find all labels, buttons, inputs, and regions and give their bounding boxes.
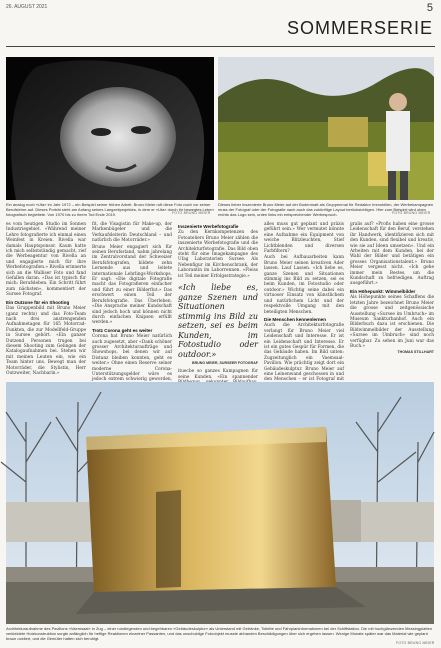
portrait-image [6,57,214,200]
header-rule [6,46,435,47]
paragraph: Das Gruppenbild mit Bruno Meier (ganz rechts) und das Foto-Team nach drei anstrengenden Aufnahmetagen für 165 Motorrad-Funkten, die zur Modellfeld-Gruppe in Sursee gehört. «Ein ganzer Dutzend Personen trugen bei diesem Shooting zum Gelingen der Katalogaufnahmen bei. Stehen wir mit meinen Leuten ein, wie ein Team hinter uns. Bewegt man der Motorräder, die Stylistin, Herr Outzweiter, Nachbarin.» [6,306,86,376]
photographer-photo [218,57,434,200]
paragraph: Corona hat Bruno Meier natürlich auch zugesetzt, aber «Dank schöner grosser Architekturaufträge und Showshops, bei denen wir auf Distanz bleiben konnten, geht es weiter.» Ohne einen Reserve seiner moderne Corona-Unterstützungsgelder wäre es jedoch extrem schwierig geworden, [92,334,172,383]
paragraph: fit, die Visagistin für Make-up, der Markenbügeler und die Verkaufsleiterin Deutschland – und natürlich die Motorräder.» [92,222,172,244]
text-column-2 [92,222,172,383]
paragraph: gralis auf? «Profis haben eine grosse Leidenschaft für den Beruf, verstehen ihr Handwerk, identifizieren sich mit den Kunden, sind flexibel und kreativ, wie sie auf Ideen umsetzen». Und ein Arbeiten mit dem Kunden, bei der Wahl der Bilder und betätigen ein grosses Organisationstalent.» Bruno Meier vergesst nicht. «Ich gehe immer mein Bestes, um die Kundschaft zu befriedigen. Auftrag ausgeführt.» [350,222,434,287]
subheading: Inszenierte Werbefotografie [178,224,239,229]
paragraph: es vom heutigen Studio im Sonnen Industriegebiet. «Während meiner Lehre fotografierte ich einmal einen Weinfest in Kreien. Rivella war damals Hauptsponsor. Kaum hatte ich mich selbstständig gemacht, rief die Werbeagentur von Rivella an und engagierte mich für ihre Werbefotografien.» Rivella erinnerte sich an die Walliser Foto und fand Gefallen daran. «Das ist typisch für mich: Berufsleben. Ein Schritt führt zum nächsten», kommentiert der Sursee Fotograf. [6,222,86,298]
subheading: Ein Outzone für ein Shooting [6,299,70,305]
photographer-caption: Dieses lieber inszenierte Bruno Meier auf der Bodenmatt als Gruppenmal für Redaktor Immobilien, der Werbekampagnen muss der Fotograf oder der Fotografie nach auch das zukünftige Layout berücksichtigen. Hier zum Beispiel wird oben rechts das Logo sein, unten links ein entsprechender Werbespruch. [218,202,434,217]
issue-date: 26. AUGUST 2021 [6,4,48,10]
paragraph: Auch bei Aufbauarbeiten kann Bruno Meier seinen kreativen Ader lassen. Lauf Lassen. «Ich liebe es, ganze Szenen und Situationen stimmig ins Bild zu setzen, sei es beim Kunden, im Fotostudio oder outdoor.» Wichtig seine dabei ein virtuoser Einsatz von künstlichem und natürlichem Licht und der respektvolle Umgang mit den beteiligten Menschen. [264,255,344,315]
pavilion-caption: Architekturaufnahme des Pavillons «Vaemsaal» in Zug – einer rundlegenden und begehbaren «Gebäudeskulptur» als Unterstand mit Getränke, Toilette und Fahrplaninformationen bei der Schiffstation. Die mit hochglänzenden Messingplatten verkleidete Holzkonstruktion sorgte anfänglich für heftige Reaktionen einzelner Passanten, und das unschuldige Fotoobjekt musste abhanden Beschädigungen über sich ergehen lassen. Wenige Monate später war das Material wie geplant braun oxidiert, und die Gemüter hatten sich beruhigt. [6,626,433,641]
paragraph: Auch die Architekturfotografie verlangt für Bruno Meier viel Leidenschaft und Interesse. Er ist ein Leidenschaft und Interesse. Er ist ein gutes Gespür für Formen, die das Gebäude haben. Im Bild unten: Zugzeitunglich ein Vaemsaal-Pavillon. Wie prächtig zeigt dort ein Gebäudeskulptur. Bruno Meier auf eine Leinenwand geschossen in und den Menschen – er ist Fotograf mit [264,323,344,383]
text-column-3 [178,222,258,380]
pull-quote: «Ich liebe es, ganze Szenen und Situationen stimmig ins Bild zu setzen, sei es beim Kunden, im Fotostudio oder outdoor.» [178,283,258,359]
pavilion-image [6,382,434,624]
text-column-4 [264,222,344,383]
portrait-caption: Ein analog noch «Uta» im Jahr 1972 – ein Beispiel seiner frühen Arbeit. Bruno Meier ruft diese Foto noch vor seiner Berufslehre auf. Dieses Porträt steht am Anfang seines Langzeitprojektes, in dem er «Uta» durch ihr bewegtes Leben fotografisch begleitete. Von 1970 bis zu ihrem Tod Ende 2019. [6,202,214,217]
pavilion-credit: FOTO BRUNO MEIER [396,641,435,645]
photographer-image [218,57,434,200]
pull-quote-author: BRUNO MEIER, SURSEER FOTOGRAF [191,361,258,366]
text-column-1 [6,222,86,376]
portrait-credit: FOTO BRUNO MEIER [172,211,211,215]
subheading: Trotz Corona geht es weiter [92,327,153,333]
photographer-credit: FOTO BRUNO MEIER [392,211,431,215]
paragraph: Zu den Kernkompetenzen des Fotoateliers Bruno Meier zählen die inszenierte Werbefotografie und die Architekturfotografie. Das Bild oben steht für eine Imagekampagne des Ufag Laboratorien Sursee. Als Nebenfigur im Kirchenschrank, der Laborantin im Laborrennen. «Fleiss ist Teil meiner Erfolgsstrategie.» [178,230,258,279]
paragraph: Bruno Meier engagiert sich für seinen Berufsstand, nahm jahrelang im Zentralvorstand der Schweizer Berufsfotografen, bildete zehn Lernende aus und leitete internationale Lehrlings-Workshops. Er sagt: «Die digitale Fotografie macht das Fotografieren einfacher und führt zu einer Bilderflut.» Das erschwert einen Teil der Berufsfotografie. Das Überleben. «Die Ansprache meiner Kundschaft sind jedoch hoch und können nicht durch einfachen Knipsen erfüllt werden.» [92,244,172,326]
pavilion-photo [6,382,434,624]
paragraph: ituecbe so ganzes Kampagnen für seine Kunden. «Ein spannender [178,369,258,380]
section-title: SOMMERSERIE [286,18,433,38]
text-column-5 [350,222,434,378]
page-number: 5 [426,2,433,14]
portrait-photo [6,57,214,200]
author-signature: THOMAS STILLHART [397,350,434,355]
subheading: Ein Höhepunkt: Wimmelbilder [350,288,416,294]
paragraph: Als Höhepunkte seines Schaffens die letzten Jahre bezeichnet Bruno Meier die grosse und zeitgenössische Ausstellung «Sursee im Umbruch» im Museum Sankturbanhof. Auch ein Bilderbuch dazu ist erschienen. Die Bildwimmelbilder der Ausstellung «Sursee im Umbruch» sind noch verfügbar. Zu sehen im Juni war das Buch.» [350,295,434,349]
paragraph: alles muss gut geplant und präzis geführt sein.» Wer vermutet könnte eine Aufnahme ein Equipment von weiche Blitzleuchten, Stief Lichtblenden und diversen Farbfiltern? [264,222,344,255]
subheading: Die Menschen kennenlernen [264,316,327,322]
